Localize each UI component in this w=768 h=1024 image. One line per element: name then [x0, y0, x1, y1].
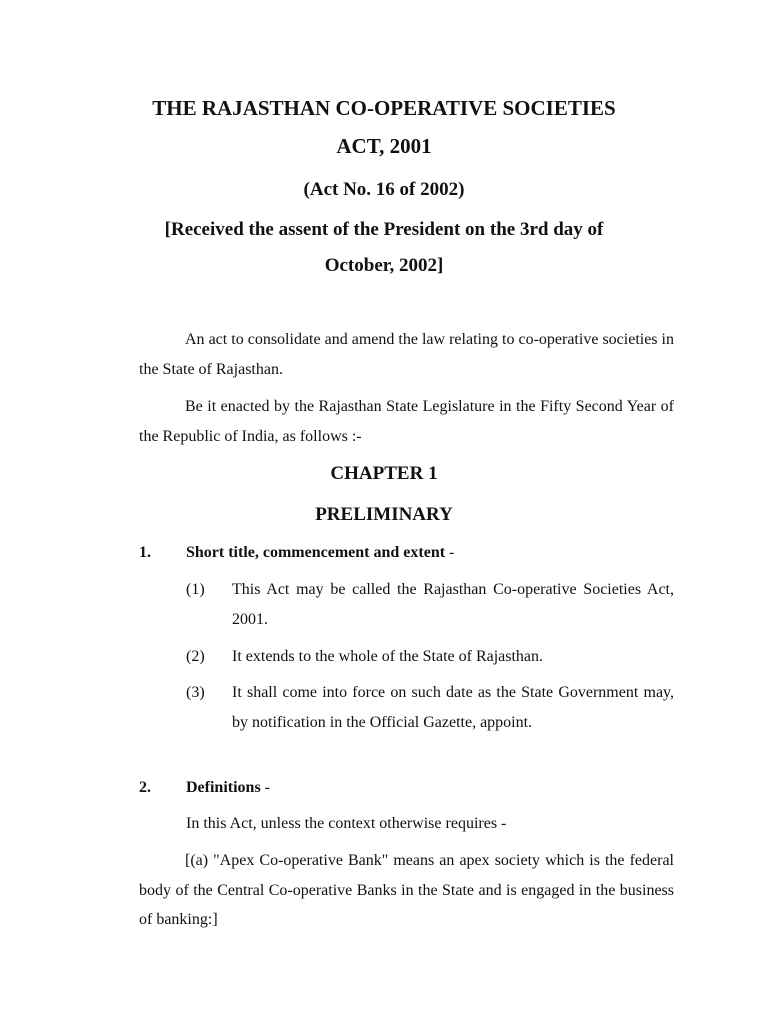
act-title-line-1: THE RAJASTHAN CO-OPERATIVE SOCIETIES	[152, 96, 616, 120]
section-2-intro: In this Act, unless the context otherwise requires -	[186, 815, 507, 832]
section-2-number: 2.	[139, 779, 151, 796]
item-number: (2)	[186, 648, 205, 665]
section-2-dash: -	[260, 779, 270, 796]
section-1-title: Short title, commencement and extent	[186, 544, 446, 561]
act-title-line-2: ACT, 2001	[336, 134, 432, 158]
section-2-clause-a: [(a) "Apex Co-operative Bank" means an apex society which is the federal body of the Central Co-operative Banks in the State and is engaged in the business of banking:]	[139, 852, 674, 928]
item-text: It extends to the whole of the State of Rajasthan.	[232, 648, 544, 665]
section-2-title: Definitions	[186, 779, 261, 796]
section-1-dash: -	[445, 544, 455, 561]
chapter-heading: CHAPTER 1	[330, 463, 438, 484]
assent-line-2: October, 2002]	[324, 255, 444, 276]
chapter-title: PRELIMINARY	[315, 504, 453, 525]
item-text: It shall come into force on such date as the State Government may, by notification in the Official Gazette, appoint.	[232, 684, 674, 731]
item-number: (1)	[186, 581, 205, 598]
preamble-paragraph: An act to consolidate and amend the law relating to co-operative societies in the State of Rajasthan.	[139, 331, 674, 378]
item-number: (3)	[186, 684, 205, 701]
enactment-paragraph: Be it enacted by the Rajasthan State Legislature in the Fifty Second Year of the Republic of India, as follows :-	[139, 398, 674, 445]
item-text: This Act may be called the Rajasthan Co-operative Societies Act, 2001.	[232, 581, 674, 628]
section-1-number: 1.	[139, 544, 151, 561]
assent-line-1: [Received the assent of the President on the 3rd day of	[164, 219, 604, 240]
act-number: (Act No. 16 of 2002)	[303, 179, 465, 200]
